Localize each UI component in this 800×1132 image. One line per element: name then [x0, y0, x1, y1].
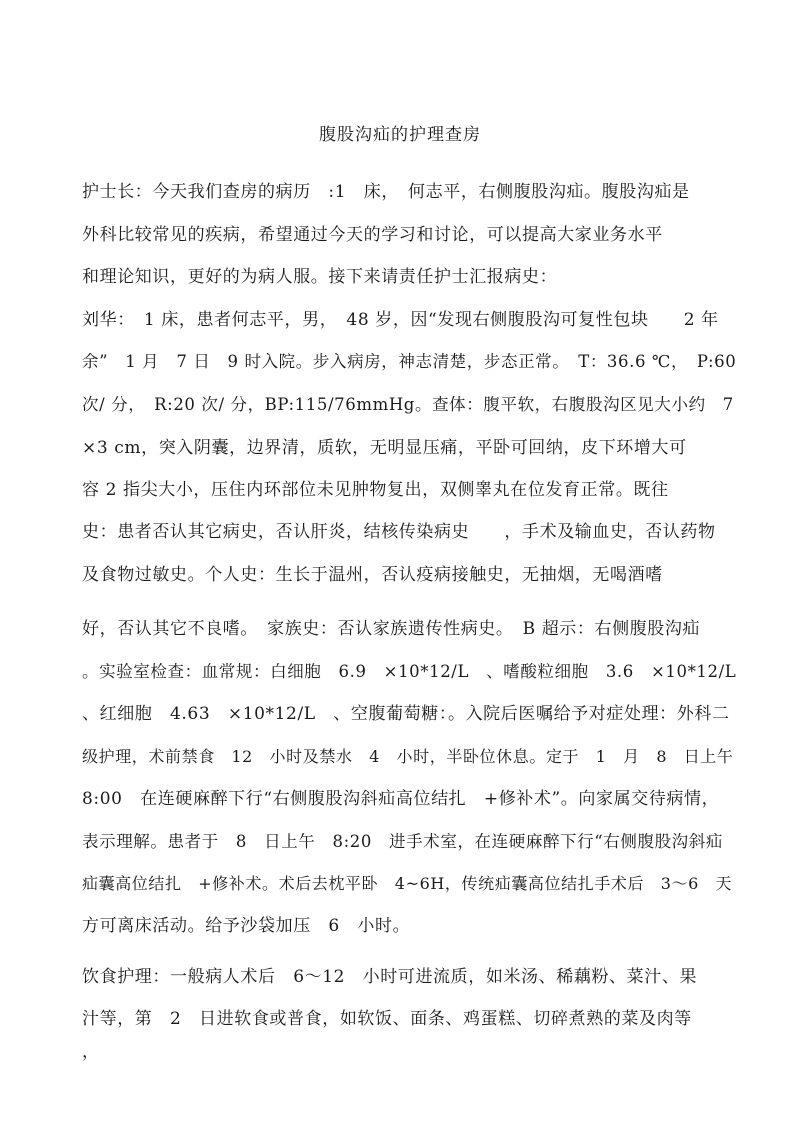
- text-line: 汁等，第 2 日进软食或普食，如软饭、面条、鸡蛋糕、切碎煮熟的菜及肉等: [82, 1009, 692, 1029]
- text-line: ，: [82, 1042, 100, 1062]
- text-line: 饮食护理：一般病人术后 6～12 小时可进流质，如米汤、稀藕粉、菜汁、果: [82, 967, 698, 987]
- text-line: 容 2 指尖大小，压住内环部位未见肿物复出，双侧睾丸在位发育正常。既往: [82, 480, 669, 500]
- text-line: 方可离床活动。给予沙袋加压 6 小时。: [82, 916, 411, 936]
- text-line: 刘华： 1 床，患者何志平，男， 48 岁，因“发现右侧腹股沟可复性包块 2 年: [82, 310, 719, 330]
- text-line: 护士长：今天我们查房的病历 :1 床， 何志平，右侧腹股沟疝。腹股沟疝是: [82, 182, 690, 202]
- text-line: 级护理，术前禁食 12 小时及禁水 4 小时，半卧位休息。定于 1 月 8 日上午: [82, 747, 734, 766]
- text-line: 、红细胞 4.63 ×10*12/L 、空腹葡萄糖：。入院后医嘱给予对症处理：外科二: [82, 704, 730, 724]
- document-title: 腹股沟疝的护理查房: [319, 125, 481, 145]
- text-line: 和理论知识，更好的为病人服。接下来请责任护士汇报病史：: [82, 267, 558, 287]
- text-line: 表示理解。患者于 8 日上午 8:20 进手术室，在连硬麻醉下行“右侧腹股沟斜疝: [82, 832, 723, 851]
- text-line: 好，否认其它不良嗜。 家族史：否认家族遗传性病史。 B 超示：右侧腹股沟疝: [82, 619, 701, 639]
- text-line: 余” 1 月 7 日 9 时入院。步入病房，神志清楚，步态正常。 T：36.6 ℃， P:60: [82, 352, 737, 371]
- text-line: 8:00 在连硬麻醉下行“右侧腹股沟斜疝高位结扎 +修补术”。向家属交待病情，: [82, 789, 720, 809]
- text-line: 次/ 分， R:20 次/ 分，BP:115/76mmHg。查体：腹平软，右腹股沟区见大小约 7: [82, 395, 734, 414]
- text-line: 疝囊高位结扎 +修补术。术后去枕平卧 4~6H，传统疝囊高位结扎手术后 3～6 天: [82, 874, 733, 893]
- text-line: ×3 cm，突入阴囊，边界清，质软，无明显压痛，平卧可回纳，皮下环增大可: [82, 438, 687, 458]
- text-line: 及食物过敏史。个人史：生长于温州，否认疫病接触史，无抽烟，无喝酒嗜: [82, 565, 663, 585]
- text-line: 。实验室检查：血常规：白细胞 6.9 ×10*12/L 、嗜酸粒细胞 3.6 ×10*12/L: [82, 662, 737, 681]
- text-line: 外科比较常见的疾病，希望通过今天的学习和讨论，可以提高大家业务水平: [82, 225, 663, 245]
- text-line: 史：患者否认其它病史，否认肝炎，结核传染病史 ，手术及输血史，否认药物: [82, 522, 716, 542]
